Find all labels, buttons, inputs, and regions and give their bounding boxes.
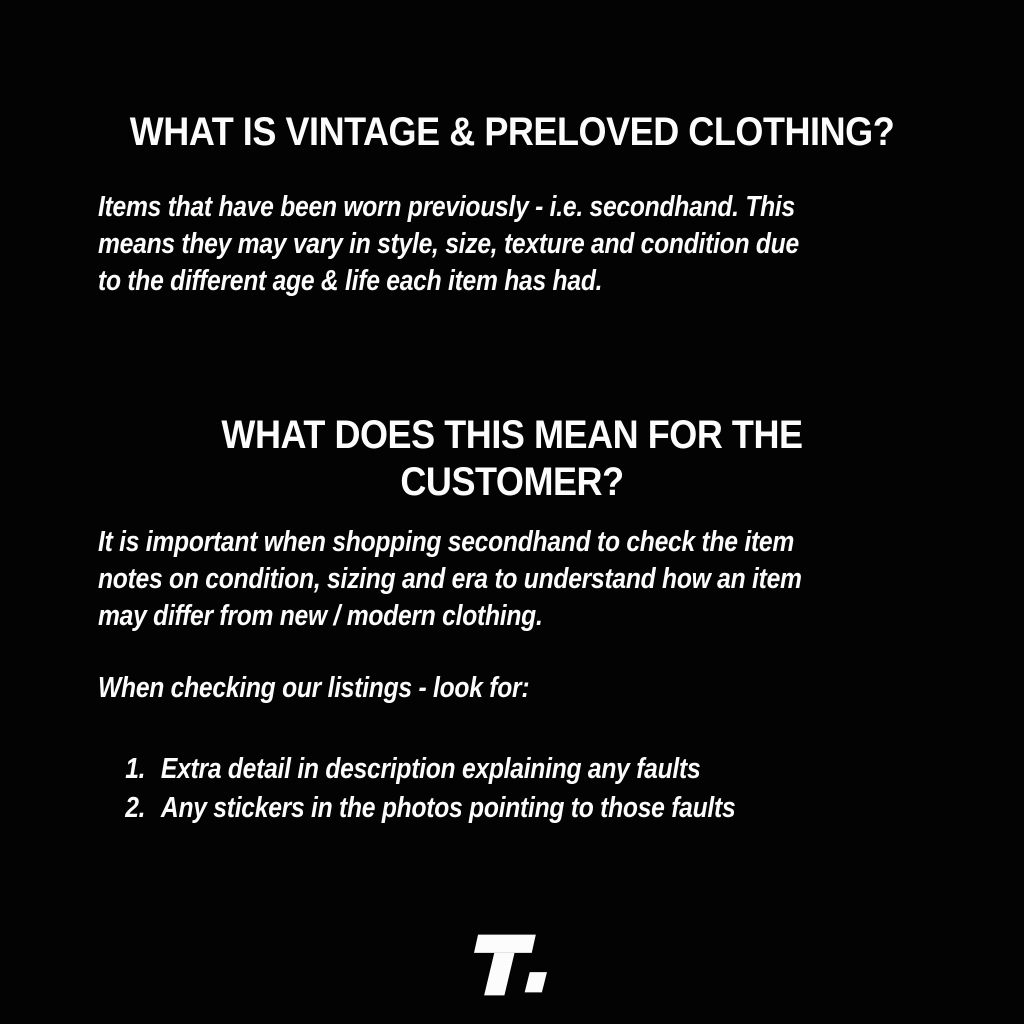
- customer-paragraph-line: may differ from new / modern clothing.: [98, 600, 543, 632]
- section-heading-line: WHAT DOES THIS MEAN FOR THE: [221, 413, 803, 458]
- list-item-number: 2.: [125, 792, 146, 824]
- customer-paragraph-line: notes on condition, sizing and era to understand how an item: [98, 563, 802, 595]
- intro-line: Items that have been worn previously - i.e. secondhand. This: [98, 191, 795, 223]
- section-heading-customer: [51, 412, 973, 506]
- list-item: [125, 789, 735, 828]
- list-item: [125, 750, 735, 789]
- list-item-text: Any stickers in the photos pointing to those faults: [160, 792, 736, 824]
- list-item-number: 1.: [125, 753, 146, 785]
- list-item-text: Extra detail in description explaining any faults: [160, 753, 701, 785]
- intro-line: means they may vary in style, size, texture and condition due: [98, 228, 799, 260]
- customer-paragraph-line: It is important when shopping secondhand to check the item: [98, 526, 795, 558]
- intro-paragraph: [98, 189, 799, 300]
- customer-paragraph: [98, 524, 802, 635]
- faults-checklist: [98, 750, 735, 828]
- brand-logo-t-icon: [474, 934, 550, 996]
- section-heading-line: CUSTOMER?: [400, 460, 624, 505]
- lead-in-text: When checking our listings - look for:: [98, 672, 530, 704]
- intro-line: to the different age & life each item has had.: [98, 265, 603, 297]
- page-title: WHAT IS VINTAGE & PRELOVED CLOTHING?: [129, 109, 895, 154]
